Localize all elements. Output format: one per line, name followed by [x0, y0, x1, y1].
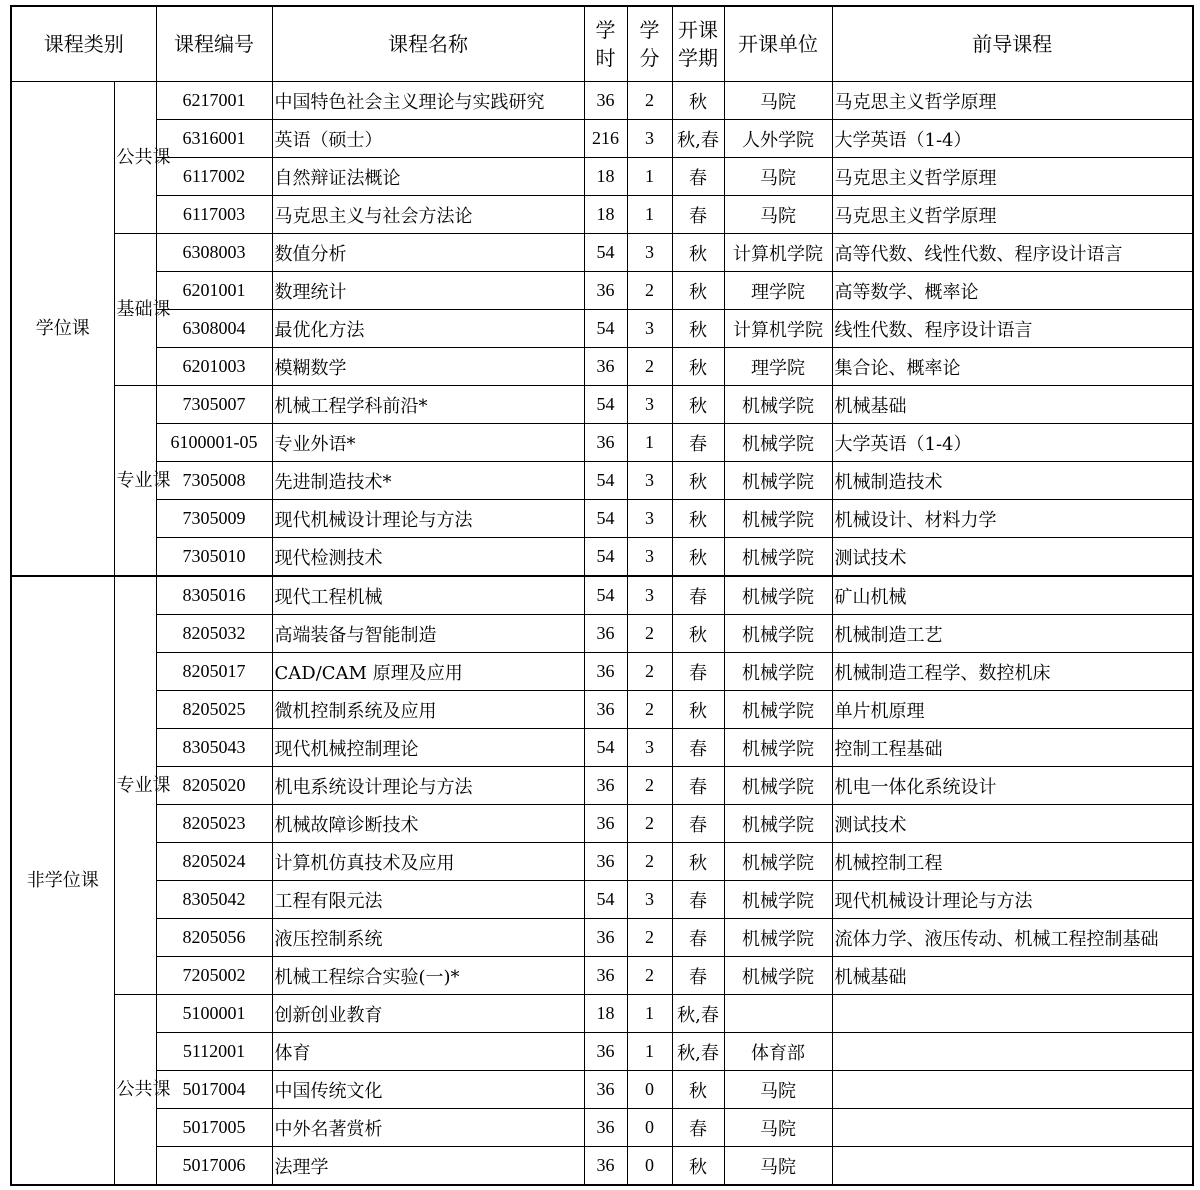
course-name-cell: 高端装备与智能制造 [272, 615, 584, 653]
term-cell: 春 [672, 196, 724, 234]
term-cell: 秋,春 [672, 1033, 724, 1071]
term-cell: 春 [672, 653, 724, 691]
course-name-cell: 机械工程学科前沿* [272, 386, 584, 424]
table-row [11, 348, 1193, 386]
term-cell: 秋 [672, 462, 724, 500]
unit-cell: 机械学院 [724, 805, 832, 843]
prereq-cell [832, 1033, 1193, 1071]
course-code-cell: 8305016 [156, 576, 272, 615]
course-name-cell: 数理统计 [272, 272, 584, 310]
hours-cell: 54 [584, 386, 627, 424]
term-cell: 秋 [672, 386, 724, 424]
unit-cell: 马院 [724, 1147, 832, 1186]
credits-cell: 1 [627, 424, 672, 462]
term-cell: 春 [672, 919, 724, 957]
table-row [11, 919, 1193, 957]
unit-cell: 马院 [724, 1071, 832, 1109]
table-row [11, 881, 1193, 919]
hours-cell: 36 [584, 691, 627, 729]
table-row [11, 729, 1193, 767]
prereq-cell: 机械基础 [832, 386, 1193, 424]
prereq-cell: 机械制造工艺 [832, 615, 1193, 653]
course-name-cell: 机电系统设计理论与方法 [272, 767, 584, 805]
unit-cell: 机械学院 [724, 767, 832, 805]
course-code-cell: 6217001 [156, 82, 272, 120]
table-row [11, 957, 1193, 995]
course-code-cell: 8205025 [156, 691, 272, 729]
credits-cell: 1 [627, 995, 672, 1033]
table-row [11, 767, 1193, 805]
term-cell: 春 [672, 1109, 724, 1147]
course-code-cell: 6316001 [156, 120, 272, 158]
unit-cell: 机械学院 [724, 653, 832, 691]
term-cell: 秋,春 [672, 120, 724, 158]
credits-cell: 2 [627, 805, 672, 843]
prereq-cell: 单片机原理 [832, 691, 1193, 729]
course-name-cell: 马克思主义与社会方法论 [272, 196, 584, 234]
hours-cell: 36 [584, 767, 627, 805]
course-code-cell: 5017005 [156, 1109, 272, 1147]
hours-cell: 18 [584, 995, 627, 1033]
credits-cell: 0 [627, 1071, 672, 1109]
course-code-cell: 6100001-05 [156, 424, 272, 462]
prereq-cell: 集合论、概率论 [832, 348, 1193, 386]
prereq-cell: 控制工程基础 [832, 729, 1193, 767]
credits-cell: 2 [627, 957, 672, 995]
credits-cell: 3 [627, 500, 672, 538]
unit-cell: 机械学院 [724, 919, 832, 957]
term-cell: 秋 [672, 272, 724, 310]
unit-cell: 机械学院 [724, 881, 832, 919]
term-cell: 秋 [672, 1147, 724, 1186]
hours-cell: 18 [584, 158, 627, 196]
category-cell: 学位课 [11, 82, 114, 577]
prereq-cell: 大学英语（1-4） [832, 120, 1193, 158]
hours-cell: 54 [584, 881, 627, 919]
term-cell: 春 [672, 767, 724, 805]
unit-cell: 计算机学院 [724, 310, 832, 348]
hours-cell: 36 [584, 615, 627, 653]
table-row [11, 843, 1193, 881]
header-hours: 学时 [584, 6, 627, 82]
header-category: 课程类别 [11, 6, 156, 82]
course-name-cell: 模糊数学 [272, 348, 584, 386]
credits-cell: 0 [627, 1109, 672, 1147]
subcategory-cell: 公共课 [114, 82, 156, 234]
prereq-cell [832, 995, 1193, 1033]
credits-cell: 3 [627, 576, 672, 615]
table-row [11, 424, 1193, 462]
hours-cell: 54 [584, 500, 627, 538]
course-name-cell: 中国传统文化 [272, 1071, 584, 1109]
unit-cell: 机械学院 [724, 424, 832, 462]
table-row [11, 82, 1193, 120]
header-row [11, 6, 1193, 82]
prereq-cell: 流体力学、液压传动、机械工程控制基础 [832, 919, 1193, 957]
prereq-cell: 马克思主义哲学原理 [832, 82, 1193, 120]
term-cell: 春 [672, 957, 724, 995]
credits-cell: 1 [627, 158, 672, 196]
course-code-cell: 7305007 [156, 386, 272, 424]
prereq-cell: 现代机械设计理论与方法 [832, 881, 1193, 919]
table-row [11, 386, 1193, 424]
course-name-cell: 计算机仿真技术及应用 [272, 843, 584, 881]
header-name: 课程名称 [272, 6, 584, 82]
hours-cell: 54 [584, 538, 627, 577]
prereq-cell: 高等数学、概率论 [832, 272, 1193, 310]
subcategory-cell: 专业课 [114, 386, 156, 577]
term-cell: 春 [672, 158, 724, 196]
course-name-cell: 中国特色社会主义理论与实践研究 [272, 82, 584, 120]
table-row [11, 995, 1193, 1033]
hours-cell: 36 [584, 919, 627, 957]
table-row [11, 310, 1193, 348]
credits-cell: 3 [627, 234, 672, 272]
course-code-cell: 7305009 [156, 500, 272, 538]
table-row [11, 462, 1193, 500]
course-name-cell: 数值分析 [272, 234, 584, 272]
credits-cell: 3 [627, 386, 672, 424]
hours-cell: 36 [584, 348, 627, 386]
unit-cell: 机械学院 [724, 729, 832, 767]
term-cell: 春 [672, 881, 724, 919]
course-name-cell: 英语（硕士） [272, 120, 584, 158]
course-name-cell: 现代机械设计理论与方法 [272, 500, 584, 538]
term-cell: 秋 [672, 538, 724, 577]
table-row [11, 120, 1193, 158]
course-code-cell: 5112001 [156, 1033, 272, 1071]
course-name-cell: 自然辩证法概论 [272, 158, 584, 196]
course-code-cell: 8205056 [156, 919, 272, 957]
credits-cell: 3 [627, 120, 672, 158]
course-name-cell: CAD/CAM 原理及应用 [272, 653, 584, 691]
credits-cell: 3 [627, 538, 672, 577]
credits-cell: 3 [627, 881, 672, 919]
credits-cell: 2 [627, 919, 672, 957]
term-cell: 秋 [672, 843, 724, 881]
header-code: 课程编号 [156, 6, 272, 82]
credits-cell: 0 [627, 1147, 672, 1186]
credits-cell: 3 [627, 462, 672, 500]
term-cell: 春 [672, 424, 724, 462]
course-name-cell: 创新创业教育 [272, 995, 584, 1033]
credits-cell: 2 [627, 767, 672, 805]
table-row [11, 653, 1193, 691]
category-cell: 非学位课 [11, 576, 114, 1185]
course-name-cell: 专业外语* [272, 424, 584, 462]
hours-cell: 36 [584, 1109, 627, 1147]
header-credits: 学分 [627, 6, 672, 82]
unit-cell: 计算机学院 [724, 234, 832, 272]
header-unit: 开课单位 [724, 6, 832, 82]
term-cell: 秋 [672, 615, 724, 653]
table-row [11, 500, 1193, 538]
term-cell: 秋,春 [672, 995, 724, 1033]
course-name-cell: 最优化方法 [272, 310, 584, 348]
term-cell: 春 [672, 729, 724, 767]
course-name-cell: 机械故障诊断技术 [272, 805, 584, 843]
subcategory-cell: 基础课 [114, 234, 156, 386]
course-name-cell: 机械工程综合实验(一)* [272, 957, 584, 995]
unit-cell: 体育部 [724, 1033, 832, 1071]
prereq-cell [832, 1071, 1193, 1109]
credits-cell: 2 [627, 653, 672, 691]
term-cell: 春 [672, 805, 724, 843]
credits-cell: 2 [627, 691, 672, 729]
course-code-cell: 8205017 [156, 653, 272, 691]
unit-cell [724, 995, 832, 1033]
table-row [11, 1109, 1193, 1147]
table-row [11, 1071, 1193, 1109]
table-row [11, 615, 1193, 653]
course-table [10, 5, 1194, 1186]
hours-cell: 36 [584, 272, 627, 310]
prereq-cell: 高等代数、线性代数、程序设计语言 [832, 234, 1193, 272]
table-row [11, 576, 1193, 615]
prereq-cell: 机械控制工程 [832, 843, 1193, 881]
hours-cell: 36 [584, 424, 627, 462]
table-row [11, 1033, 1193, 1071]
course-code-cell: 6308004 [156, 310, 272, 348]
term-cell: 秋 [672, 1071, 724, 1109]
term-cell: 春 [672, 576, 724, 615]
unit-cell: 机械学院 [724, 843, 832, 881]
unit-cell: 机械学院 [724, 462, 832, 500]
table-row [11, 234, 1193, 272]
table-row [11, 691, 1193, 729]
unit-cell: 机械学院 [724, 576, 832, 615]
credits-cell: 1 [627, 1033, 672, 1071]
course-code-cell: 5017004 [156, 1071, 272, 1109]
subcategory-cell: 专业课 [114, 576, 156, 995]
course-code-cell: 6201003 [156, 348, 272, 386]
table-row [11, 196, 1193, 234]
unit-cell: 马院 [724, 196, 832, 234]
table-row [11, 1147, 1193, 1186]
credits-cell: 2 [627, 272, 672, 310]
header-term: 开课学期 [672, 6, 724, 82]
course-name-cell: 法理学 [272, 1147, 584, 1186]
hours-cell: 54 [584, 310, 627, 348]
course-code-cell: 8305043 [156, 729, 272, 767]
hours-cell: 36 [584, 82, 627, 120]
unit-cell: 人外学院 [724, 120, 832, 158]
subcategory-cell: 公共课 [114, 995, 156, 1186]
course-code-cell: 8205023 [156, 805, 272, 843]
hours-cell: 54 [584, 462, 627, 500]
credits-cell: 2 [627, 82, 672, 120]
hours-cell: 54 [584, 234, 627, 272]
prereq-cell: 机械制造工程学、数控机床 [832, 653, 1193, 691]
course-code-cell: 6117003 [156, 196, 272, 234]
unit-cell: 机械学院 [724, 538, 832, 577]
hours-cell: 54 [584, 729, 627, 767]
table-row [11, 272, 1193, 310]
course-name-cell: 体育 [272, 1033, 584, 1071]
table-row [11, 538, 1193, 577]
credits-cell: 2 [627, 843, 672, 881]
prereq-cell: 大学英语（1-4） [832, 424, 1193, 462]
prereq-cell [832, 1109, 1193, 1147]
course-name-cell: 微机控制系统及应用 [272, 691, 584, 729]
credits-cell: 2 [627, 615, 672, 653]
table-row [11, 158, 1193, 196]
unit-cell: 机械学院 [724, 691, 832, 729]
prereq-cell: 测试技术 [832, 805, 1193, 843]
course-name-cell: 工程有限元法 [272, 881, 584, 919]
course-table-body [11, 82, 1193, 1186]
hours-cell: 36 [584, 1033, 627, 1071]
course-name-cell: 中外名著赏析 [272, 1109, 584, 1147]
hours-cell: 36 [584, 843, 627, 881]
unit-cell: 机械学院 [724, 957, 832, 995]
prereq-cell: 机械基础 [832, 957, 1193, 995]
course-code-cell: 6308003 [156, 234, 272, 272]
course-code-cell: 7305008 [156, 462, 272, 500]
hours-cell: 36 [584, 653, 627, 691]
course-code-cell: 8305042 [156, 881, 272, 919]
unit-cell: 机械学院 [724, 615, 832, 653]
course-code-cell: 6201001 [156, 272, 272, 310]
prereq-cell [832, 1147, 1193, 1186]
prereq-cell: 机械制造技术 [832, 462, 1193, 500]
term-cell: 秋 [672, 82, 724, 120]
hours-cell: 54 [584, 576, 627, 615]
course-code-cell: 7205002 [156, 957, 272, 995]
course-code-cell: 8205020 [156, 767, 272, 805]
course-name-cell: 液压控制系统 [272, 919, 584, 957]
unit-cell: 理学院 [724, 272, 832, 310]
course-code-cell: 5100001 [156, 995, 272, 1033]
prereq-cell: 测试技术 [832, 538, 1193, 577]
term-cell: 秋 [672, 310, 724, 348]
hours-cell: 36 [584, 805, 627, 843]
table-row [11, 805, 1193, 843]
hours-cell: 216 [584, 120, 627, 158]
course-code-cell: 8205032 [156, 615, 272, 653]
course-code-cell: 6117002 [156, 158, 272, 196]
course-table-container [10, 5, 1194, 1186]
course-name-cell: 现代检测技术 [272, 538, 584, 577]
credits-cell: 3 [627, 310, 672, 348]
credits-cell: 1 [627, 196, 672, 234]
unit-cell: 马院 [724, 158, 832, 196]
course-name-cell: 现代工程机械 [272, 576, 584, 615]
prereq-cell: 马克思主义哲学原理 [832, 196, 1193, 234]
hours-cell: 18 [584, 196, 627, 234]
course-code-cell: 8205024 [156, 843, 272, 881]
hours-cell: 36 [584, 1147, 627, 1186]
prereq-cell: 机电一体化系统设计 [832, 767, 1193, 805]
term-cell: 秋 [672, 348, 724, 386]
term-cell: 秋 [672, 234, 724, 272]
unit-cell: 机械学院 [724, 500, 832, 538]
unit-cell: 马院 [724, 1109, 832, 1147]
credits-cell: 2 [627, 348, 672, 386]
prereq-cell: 矿山机械 [832, 576, 1193, 615]
prereq-cell: 马克思主义哲学原理 [832, 158, 1193, 196]
hours-cell: 36 [584, 1071, 627, 1109]
unit-cell: 理学院 [724, 348, 832, 386]
header-prereq: 前导课程 [832, 6, 1193, 82]
credits-cell: 3 [627, 729, 672, 767]
term-cell: 秋 [672, 500, 724, 538]
course-name-cell: 现代机械控制理论 [272, 729, 584, 767]
unit-cell: 机械学院 [724, 386, 832, 424]
course-name-cell: 先进制造技术* [272, 462, 584, 500]
hours-cell: 36 [584, 957, 627, 995]
course-code-cell: 5017006 [156, 1147, 272, 1186]
term-cell: 秋 [672, 691, 724, 729]
prereq-cell: 线性代数、程序设计语言 [832, 310, 1193, 348]
prereq-cell: 机械设计、材料力学 [832, 500, 1193, 538]
unit-cell: 马院 [724, 82, 832, 120]
course-code-cell: 7305010 [156, 538, 272, 577]
